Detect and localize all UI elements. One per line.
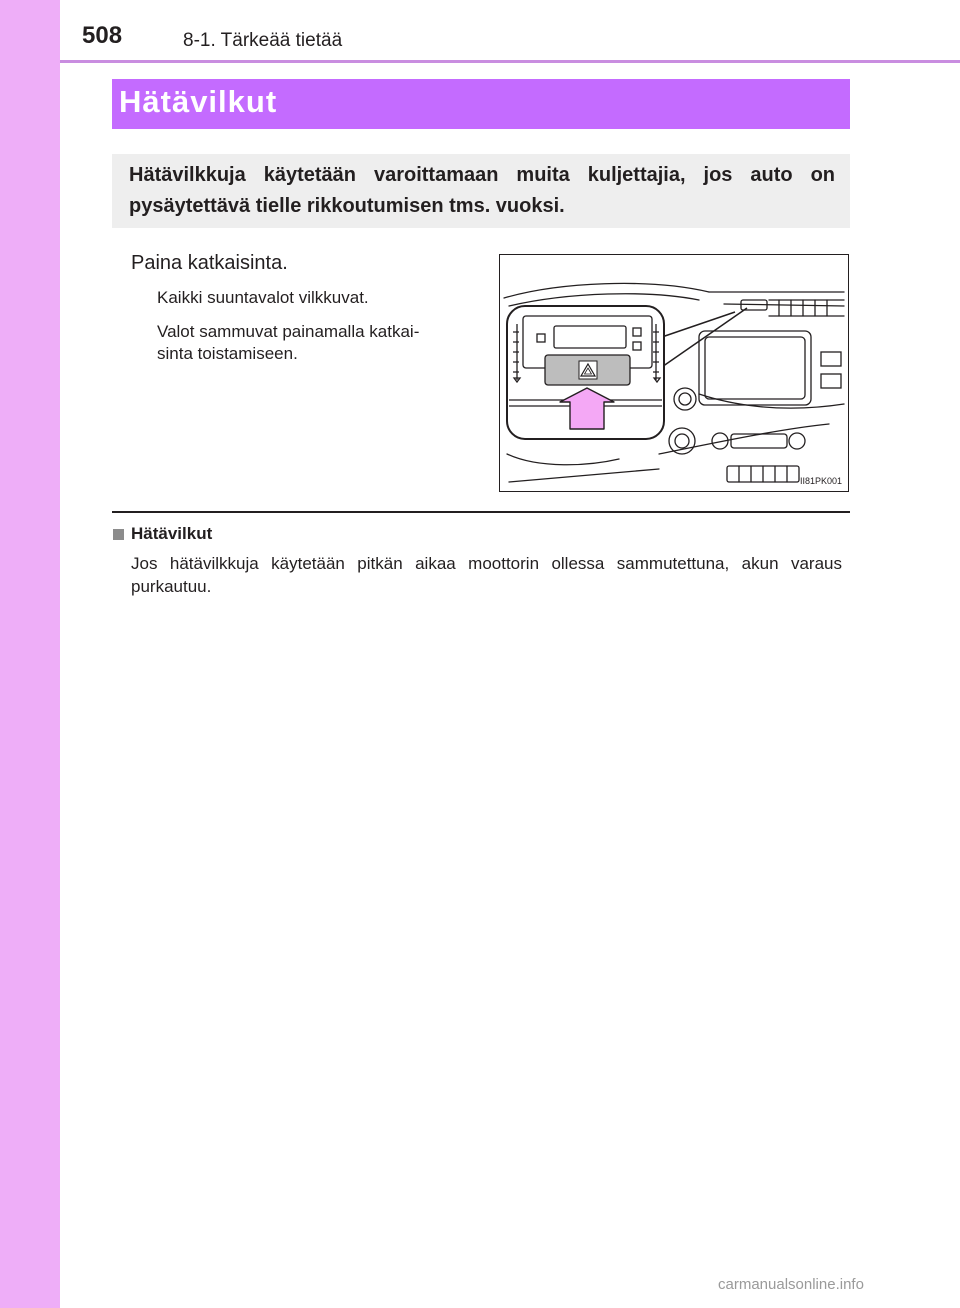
hazard-switch-illustration (499, 254, 849, 492)
watermark: carmanualsonline.info (718, 1276, 864, 1293)
header-rule (60, 60, 960, 63)
section-divider (112, 511, 850, 513)
step-note-2: Valot sammuvat painamalla katkai- sinta toistamiseen. (157, 322, 420, 363)
info-text: Jos hätävilkkuja käytetään pitkän aikaa moottorin ollessa sammutettuna, akun varaus purkautuu. (131, 554, 842, 596)
intro-text: Hätävilkkuja käytetään varoittamaan muita kuljettajia, jos auto on pysäytettävä tielle rikkoutumisen tms. vuoksi. (129, 164, 835, 217)
page-number: 508 (82, 22, 123, 49)
page-side-tab (0, 0, 60, 1308)
section-reference: 8-1. Tärkeää tietää (183, 30, 343, 51)
bullet-square-icon (113, 529, 124, 540)
figure-code: II81PK001 (799, 476, 842, 486)
step-instruction: Paina katkaisinta. (131, 252, 288, 274)
step-note-1: Kaikki suuntavalot vilkkuvat. (157, 288, 369, 307)
info-heading: Hätävilkut (131, 524, 213, 543)
section-title: Hätävilkut (119, 84, 278, 119)
